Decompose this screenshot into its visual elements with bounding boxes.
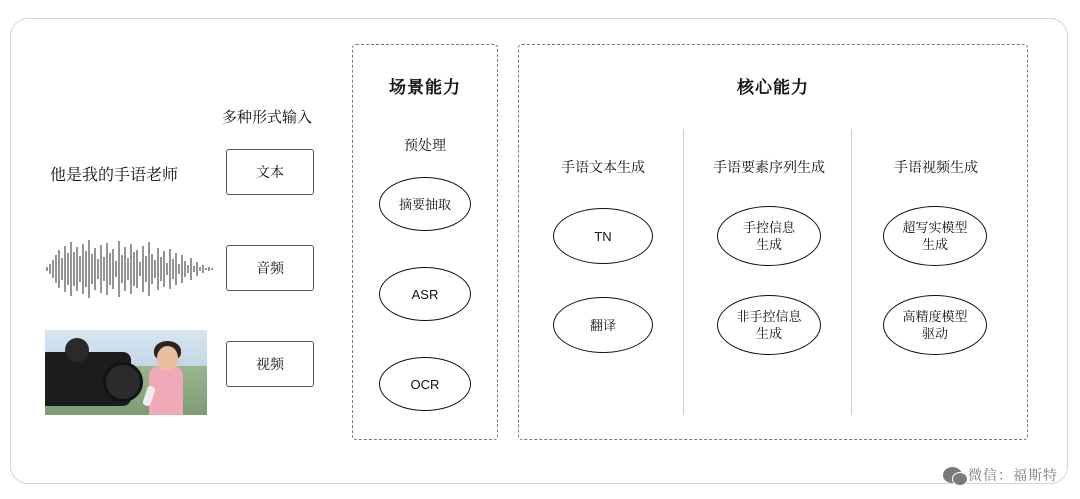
core-node-highprecision-model-drive[interactable] [883, 295, 987, 355]
input-section-label: 多种形式输入 [222, 109, 313, 126]
core-col2-subtitle: 手语要素序列生成 [713, 159, 825, 175]
input-chip-video[interactable]: 视频 [226, 341, 314, 387]
watermark [943, 465, 1058, 485]
core-column-divider-2 [851, 129, 852, 415]
scene-capability-title: 场景能力 [389, 78, 461, 97]
core-node-nonmanual-info-gen[interactable] [717, 295, 821, 355]
input-chip-audio[interactable]: 音频 [226, 245, 314, 291]
core-node-manual-info-gen-line1: 手控信息 [742, 220, 795, 235]
video-thumbnail [45, 330, 207, 415]
core-node-nonmanual-info-gen-line2: 生成 [755, 326, 782, 341]
core-capability-title: 核心能力 [737, 78, 809, 97]
core-column-divider-1 [683, 129, 684, 415]
core-node-tn[interactable]: TN [553, 208, 653, 264]
input-sample-sentence: 他是我的手语老师 [50, 167, 179, 184]
core-node-highprecision-model-drive-line1: 高精度模型 [902, 309, 968, 324]
core-node-nonmanual-info-gen-line1: 非手控信息 [736, 309, 802, 324]
scene-node-asr[interactable]: ASR [379, 267, 471, 321]
core-capability-group [518, 44, 1028, 440]
core-col1-subtitle: 手语文本生成 [561, 159, 645, 175]
audio-waveform-icon [45, 238, 215, 300]
core-col3-subtitle: 手语视频生成 [894, 159, 978, 175]
input-chip-text[interactable]: 文本 [226, 149, 314, 195]
scene-subtitle-preprocess: 预处理 [404, 137, 446, 153]
scene-node-ocr[interactable]: OCR [379, 357, 471, 411]
core-node-translate[interactable]: 翻译 [553, 297, 653, 353]
scene-node-summary-extraction[interactable]: 摘要抽取 [379, 177, 471, 231]
core-node-manual-info-gen-line2: 生成 [755, 237, 782, 252]
core-node-highprecision-model-drive-line2: 驱动 [921, 326, 948, 341]
core-node-photoreal-model-gen-line2: 生成 [921, 237, 948, 252]
core-node-photoreal-model-gen[interactable] [883, 206, 987, 266]
core-node-manual-info-gen[interactable] [717, 206, 821, 266]
wechat-icon [943, 467, 962, 483]
core-node-photoreal-model-gen-line1: 超写实模型 [902, 220, 968, 235]
scene-capability-group [352, 44, 498, 440]
watermark-text: 微信：福斯特 [968, 467, 1058, 483]
